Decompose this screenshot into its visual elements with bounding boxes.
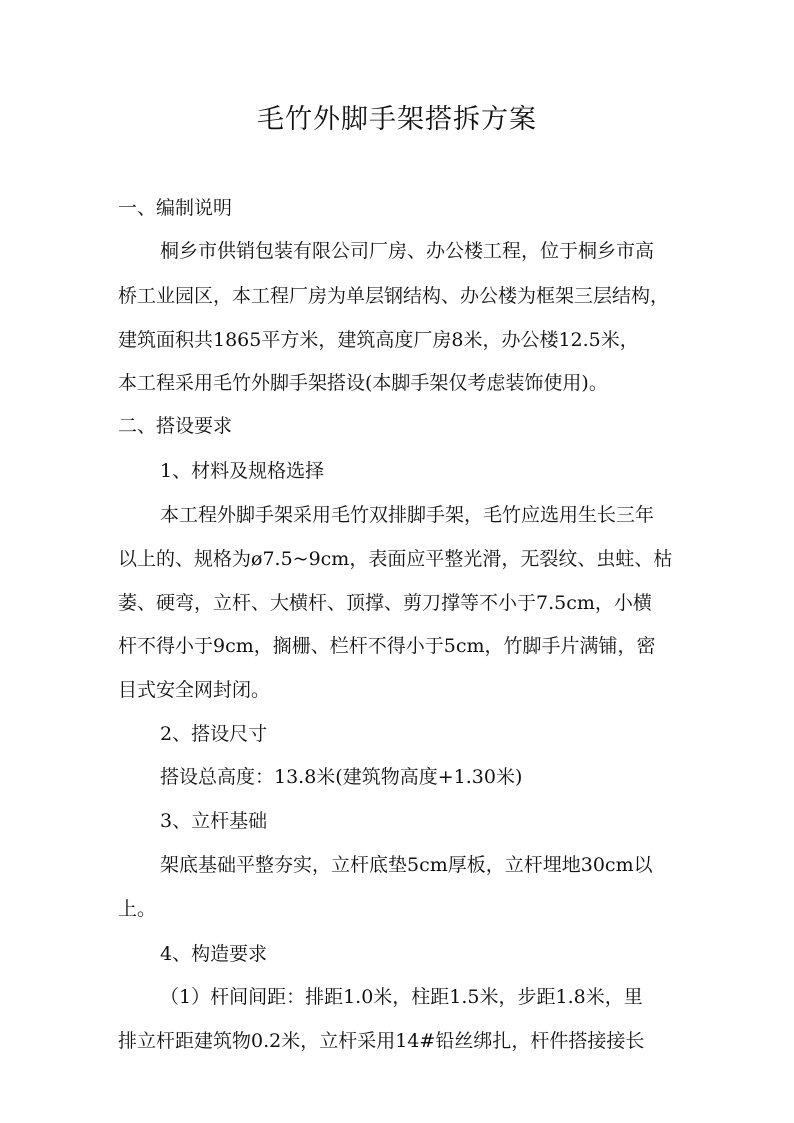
paragraph-line: 搭设总高度：13.8米(建筑物高度+1.30米) (160, 766, 523, 788)
paragraph-line: （1）杆间间距：排距1.0米，柱距1.5米，步距1.8米，里 (160, 986, 643, 1008)
paragraph-line: 本工程外脚手架采用毛竹双排脚手架，毛竹应选用生长三年 (160, 504, 655, 526)
paragraph-line: 建筑面积共1865平方米，建筑高度厂房8米，办公楼12.5米， (118, 329, 639, 351)
paragraph-line: 上。 (118, 898, 157, 920)
paragraph-line: 目式安全网封闭。 (118, 679, 271, 701)
subsection-heading-3: 3、立杆基础 (160, 810, 268, 832)
paragraph-line: 排立杆距建筑物0.2米，立杆采用14#铅丝绑扎，杆件搭接接长 (118, 1030, 645, 1052)
section-heading-2: 二、搭设要求 (118, 415, 233, 437)
section-heading-1: 一、编制说明 (118, 197, 233, 219)
subsection-heading-2: 2、搭设尺寸 (160, 723, 268, 745)
paragraph-line: 萎、硬弯，立杆、大横杆、顶撑、剪刀撑等不小于7.5cm，小横 (118, 592, 652, 614)
paragraph-line: 以上的、规格为ø7.5~9cm，表面应平整光滑，无裂纹、虫蛀、枯 (118, 548, 673, 570)
paragraph-line: 杆不得小于9cm，搁栅、栏杆不得小于5cm，竹脚手片满铺，密 (118, 635, 656, 657)
paragraph-line: 桐乡市供销包装有限公司厂房、办公楼工程，位于桐乡市高 (160, 240, 655, 262)
subsection-heading-4: 4、构造要求 (160, 943, 268, 965)
subsection-heading-1: 1、材料及规格选择 (160, 460, 325, 482)
paragraph-line: 桥工业园区，本工程厂房为单层钢结构、办公楼为框架三层结构， (118, 285, 670, 307)
paragraph-line: 架底基础平整夯实，立杆底垫5cm厚板，立杆埋地30cm以 (160, 854, 653, 876)
paragraph-line: 本工程采用毛竹外脚手架搭设(本脚手架仅考虑装饰使用)。 (118, 372, 608, 394)
document-title: 毛竹外脚手架搭拆方案 (257, 104, 537, 135)
